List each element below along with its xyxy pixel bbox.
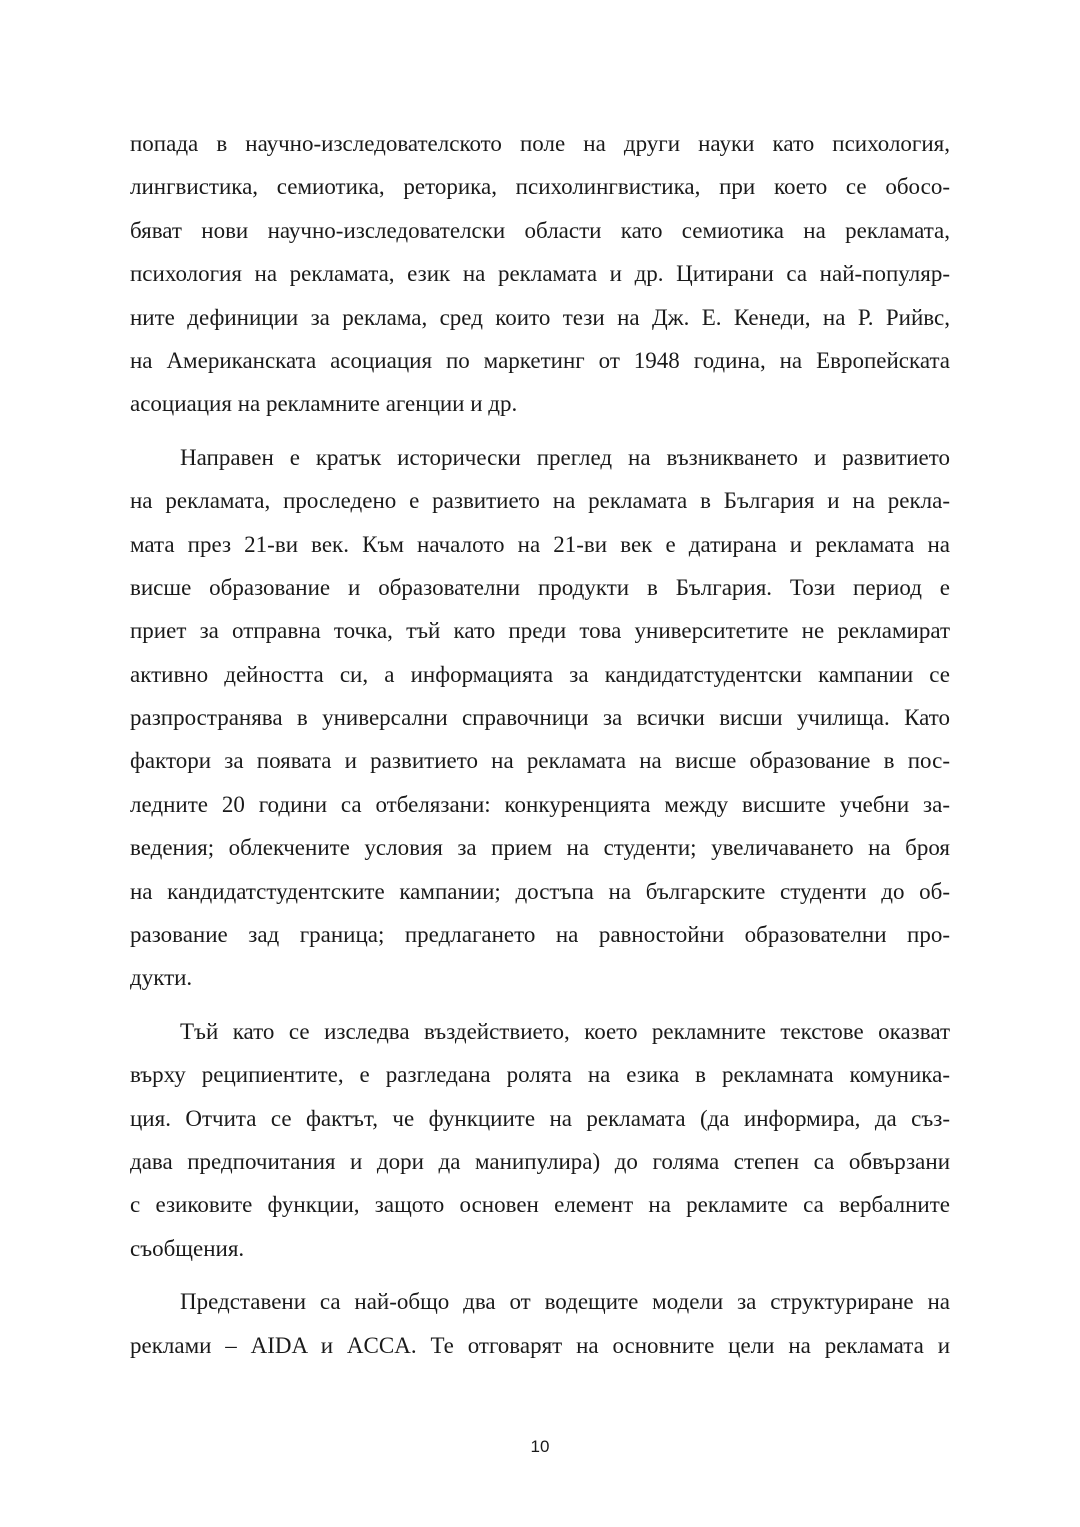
text-line: мата през 21-ви век. Към началото на 21-ви век е датирана и рекламата на [130, 531, 950, 557]
body-text [130, 122, 950, 1367]
text-line: дукти. [130, 965, 193, 991]
text-line: активно дейността си, а информацията за кандидатстудентски кампании се [130, 661, 950, 687]
text-line: с езиковите функции, защото основен елемент на рекламите са вербалните [130, 1192, 950, 1218]
text-line: ледните 20 години са отбелязани: конкуренцията между висшите учебни за- [130, 791, 950, 817]
text-line: Представени са най-общо два от водещите модели за структуриране на [180, 1289, 950, 1315]
text-line: на рекламата, проследено е развитието на рекламата в България и на рекла- [130, 488, 950, 514]
paragraph-gap [130, 426, 950, 436]
text-line: реклами – AIDA и ACCA. Те отговарят на основните цели на рекламата и [130, 1332, 950, 1358]
text-line: съобщения. [130, 1235, 245, 1261]
text-line: на кандидатстудентските кампании; достъпа на българските студенти до об- [130, 878, 950, 904]
text-line: асоциация на рекламните агенции и др. [130, 391, 518, 417]
page-number: 10 [530, 1437, 550, 1456]
text-line: върху реципиентите, е разгледана ролята на езика в рекламната комуника- [130, 1062, 950, 1088]
paragraph-gap [130, 1000, 950, 1010]
text-line: дава предпочитания и дори да манипулира) до голяма степен са обвързани [130, 1148, 950, 1174]
text-line: фактори за появата и развитието на рекламата на висше образование в пос- [130, 748, 950, 774]
paragraph [130, 436, 950, 1000]
text-line: висше образование и образователни продукти в България. Този период е [130, 574, 950, 600]
paragraph-gap [130, 1270, 950, 1280]
text-line: попада в научно-изследователското поле на други науки като психология, [130, 131, 950, 156]
text-line: ведения; облекчените условия за прием на студенти; увеличаването на броя [130, 835, 950, 861]
text-line: Тъй като се изследва въздействието, което рекламните текстове оказват [180, 1018, 950, 1044]
text-line: ните дефиниции за реклама, сред които тези на Дж. Е. Кенеди, на Р. Рийвс, [130, 304, 950, 330]
text-line: психология на рекламата, език на рекламата и др. Цитирани са най-популяр- [130, 261, 950, 287]
text-line: разование зад граница; предлагането на равностойни образователни про- [130, 922, 950, 948]
paragraph [130, 1010, 950, 1270]
text-line: Направен е кратък исторически преглед на възникването и развитието [180, 444, 950, 470]
text-line: ция. Отчита се фактът, че функциите на рекламата (да информира, да съз- [130, 1105, 950, 1131]
text-line: лингвистика, семиотика, реторика, психолингвистика, при което се обосо- [130, 174, 950, 200]
text-line: приет за отправна точка, тъй като преди това университетите не рекламират [130, 618, 950, 644]
paragraph [130, 1280, 950, 1367]
text-line: на Американската асоциация по маркетинг от 1948 година, на Европейската [130, 347, 950, 373]
text-line: разпространява в универсални справочници за всички висши училища. Като [130, 705, 950, 731]
paragraph [130, 122, 950, 426]
text-line: бяват нови научно-изследователски области като семиотика на рекламата, [130, 217, 950, 243]
